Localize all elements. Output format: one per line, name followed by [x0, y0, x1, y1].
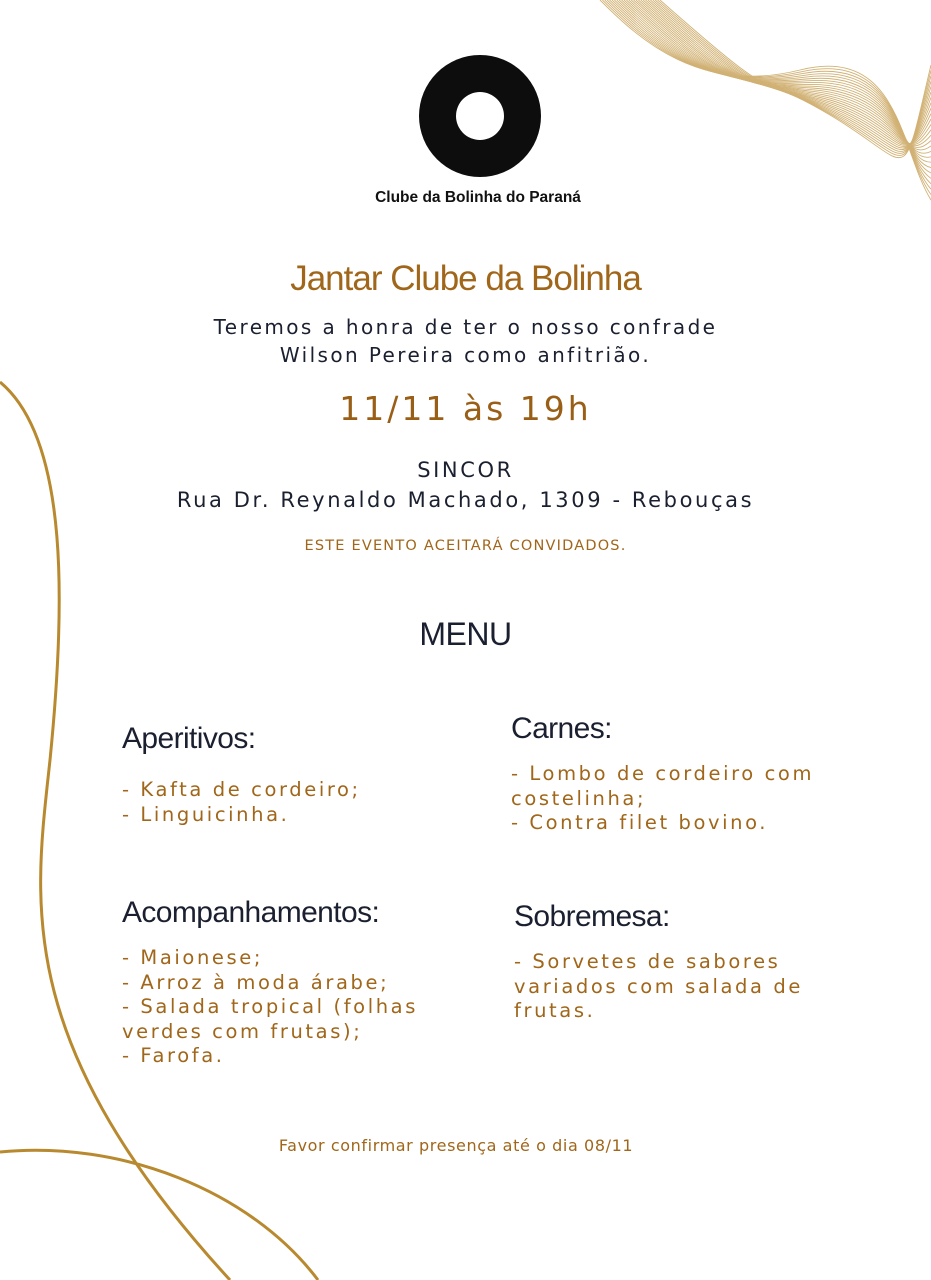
- menu-item: - Linguicinha.: [122, 802, 290, 826]
- wave-line: [631, 0, 931, 144]
- club-logo-ring: [419, 55, 541, 177]
- wave-line: [610, 0, 931, 178]
- wave-line: [607, 0, 931, 184]
- menu-item: variados com salada de: [514, 974, 803, 998]
- menu-section-heading-sobremesa: Sobremesa:: [514, 900, 670, 933]
- event-title: Jantar Clube da Bolinha: [290, 259, 641, 298]
- menu-section-heading-acompanhamentos: Acompanhamentos:: [122, 896, 380, 929]
- menu-section-items-acompanhamentos: [122, 946, 418, 1069]
- menu-item: - Farofa.: [122, 1044, 225, 1067]
- menu-section-heading-carnes: Carnes:: [511, 712, 612, 745]
- venue-name: SINCOR: [417, 458, 514, 482]
- menu-item: - Lombo de cordeiro com: [511, 762, 815, 785]
- menu-item: - Maionese;: [122, 946, 264, 969]
- menu-item: costelinha;: [511, 786, 647, 810]
- bottom-gold-curve: [0, 1150, 318, 1280]
- menu-item: - Arroz à moda árabe;: [122, 970, 390, 994]
- wave-line: [646, 0, 931, 147]
- menu-item: frutas.: [514, 999, 596, 1022]
- rsvp-note: Favor confirmar presença até o dia 08/11: [278, 1136, 634, 1155]
- event-datetime: 11/11 às 19h: [339, 389, 592, 428]
- menu-item: - Salada tropical (folhas: [122, 995, 418, 1018]
- wave-line: [650, 0, 931, 150]
- menu-item: - Sorvetes de sabores: [514, 950, 781, 973]
- menu-section-items-carnes: [511, 762, 814, 836]
- venue-address: Rua Dr. Reynaldo Machado, 1309 - Rebouças: [176, 488, 755, 512]
- event-venue: [0, 455, 931, 515]
- event-intro: [0, 313, 931, 369]
- intro-line-2: Wilson Pereira como anfitrião.: [279, 343, 652, 367]
- guests-note: ESTE EVENTO ACEITARÁ CONVIDADOS.: [304, 538, 627, 554]
- menu-section-items-aperitivos: [122, 778, 361, 827]
- menu-item: verdes com frutas);: [122, 1019, 363, 1043]
- intro-line-1: Teremos a honra de ter o nosso confrade: [213, 315, 718, 339]
- menu-section-heading-aperitivos: Aperitivos:: [122, 722, 256, 755]
- menu-item: - Contra filet bovino.: [511, 811, 769, 834]
- menu-item: - Kafta de cordeiro;: [122, 778, 361, 801]
- menu-title: MENU: [419, 616, 512, 652]
- menu-section-items-sobremesa: [514, 950, 803, 1024]
- wave-line: [622, 0, 931, 153]
- club-name: Clube da Bolinha do Paraná: [375, 189, 581, 206]
- wave-line: [658, 0, 931, 156]
